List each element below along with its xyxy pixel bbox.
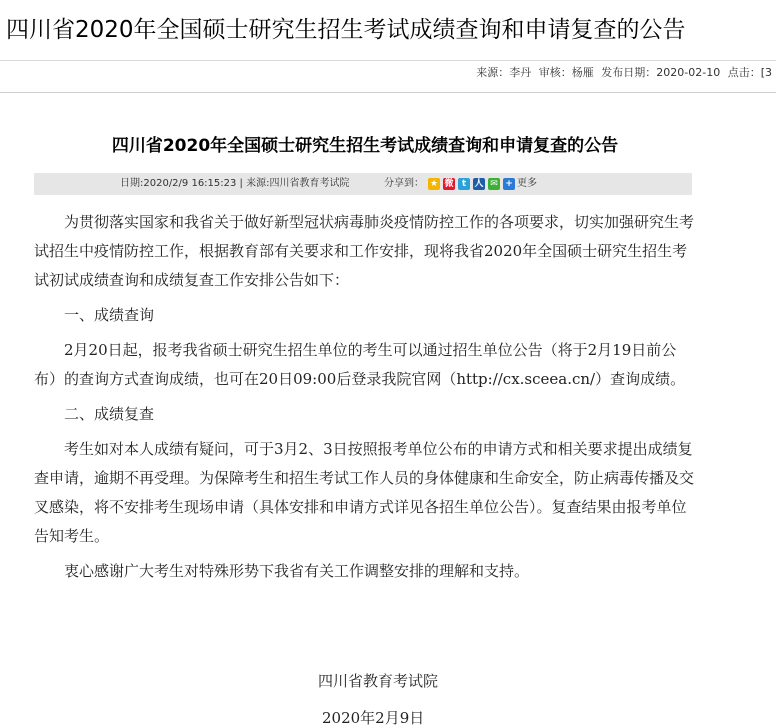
section-heading-score-query: 一、成绩查询 [64,306,155,324]
paragraph-thanks: 衷心感谢广大考生对特殊形势下我省有关工作调整安排的理解和支持。 [64,562,530,580]
article-title: 四川省2020年全国硕士研究生招生考试成绩查询和申请复查的公告 [111,136,619,156]
section-heading-score-review: 二、成绩复查 [64,405,155,423]
meta-source: 来源：李丹 [476,66,532,79]
meta-reviewer: 审核：杨雁 [538,66,594,79]
page-header [0,0,776,96]
share-icons [428,177,537,191]
paragraph-score-review: 考生如对本人成绩有疑问，可于3月2、3日按照报考单位公布的申请方式和相关要求提出成绩复查申请，逾期不再受理。为保障考生和招生考试工作人员的身体健康和生命安全，防止病毒传播及交叉感染，将不安排考生现场申请（具体安排和申请方式详见各招生单位公告）。复查结果由报考单位告知考生。 [34,440,695,545]
share-label: 分享到： [384,178,424,189]
wechat-share-icon[interactable]: ✉ [488,178,500,190]
article-info: 日期:2020/2/9 16:15:23 | 来源:四川省教育考试院 [120,178,350,189]
meta-publish-date: 发布日期：2020-02-10 [601,66,721,79]
paragraph-score-query: 2月20日起，报考我省硕士研究生招生单位的考生可以通过招生单位公告（将于2月19日前公布）的查询方式查询成绩，也可在20日09:00后登录我院官网（http://cx.sceea.cn/）查询成绩。 [34,341,686,388]
article-meta [476,65,776,81]
title-divider [0,60,776,61]
qzone-share-icon[interactable]: ★ [429,179,439,189]
article-body [34,208,694,592]
renren-share-icon[interactable]: 人 [474,179,484,189]
signature-organization: 四川省教育考试院 [318,672,439,690]
page-title: 四川省2020年全国硕士研究生招生考试成绩查询和申请复查的公告 [6,17,686,43]
article-info-bar [34,173,692,195]
weibo-share-icon[interactable]: 微 [444,179,454,189]
signature-date: 2020年2月9日 [322,709,425,727]
share-more-link[interactable]: 更多 [517,178,537,189]
meta-clicks: 点击：[3 [727,66,772,79]
paragraph-intro: 为贯彻落实国家和我省关于做好新型冠状病毒肺炎疫情防控工作的各项要求，切实加强研究生考试招生中疫情防控工作，根据教育部有关要求和工作安排，现将我省2020年全国硕士研究生招生考试初试成绩查询和成绩复查工作安排公告如下： [34,213,695,289]
header-divider [0,92,776,93]
tencent-weibo-share-icon[interactable]: t [458,178,470,190]
more-share-icon[interactable]: + [503,178,515,190]
